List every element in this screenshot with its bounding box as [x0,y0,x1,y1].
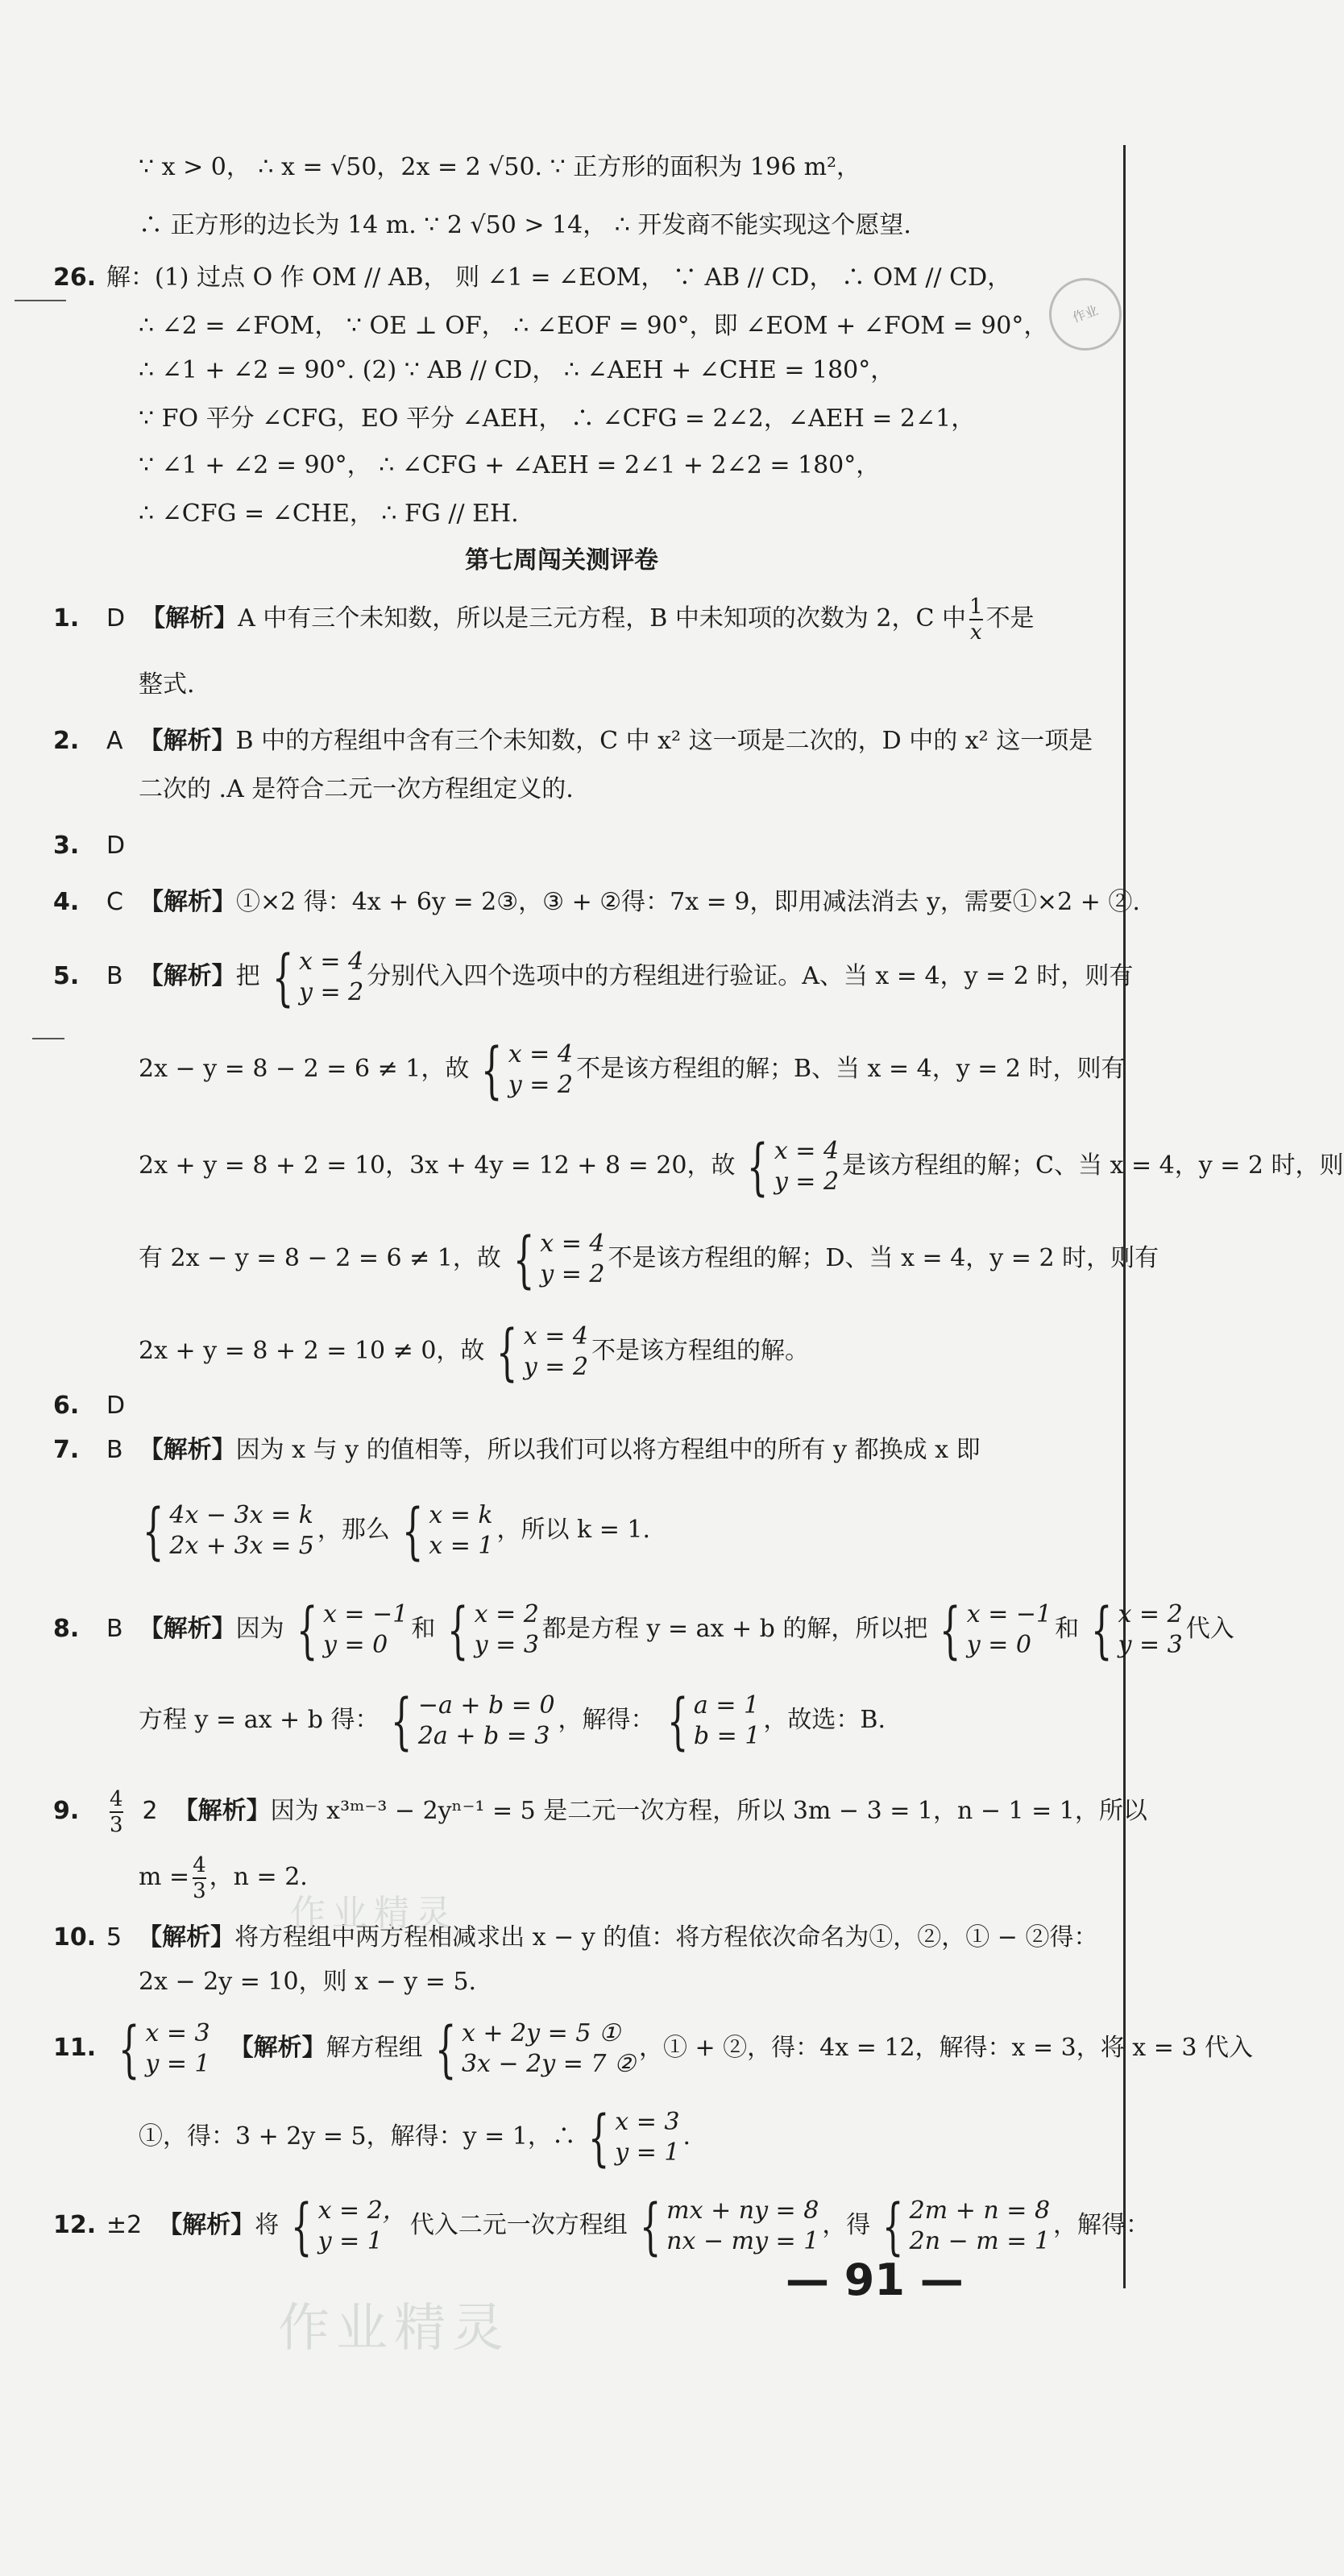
q7-line: 7. B 【解析】因为 x 与 y 的值相等，所以我们可以将方程组中的所有 y 都换成 x 即 [53,1434,981,1466]
q8-line: 8. B 【解析】因为 { x = −1 y = 0 和 { x = 2 y = 3 都是方程 y = ax + b 的解，所以把 { x = −1 y = 0 和 { x = 2 y = 3 代入 [53,1594,1234,1665]
margin-mark [15,300,66,301]
equation-system: { x = 2 y = 3 [1090,1594,1183,1665]
equation-system: { x = 2， y = 1 [291,2190,407,2262]
q3-line [53,830,141,862]
intro-line: ∴ 正方形的边长为 14 m. ∵ 2 √50 > 14， ∴ 开发商不能实现这个愿望. [139,211,911,239]
question-number: 8. [53,1615,80,1643]
equation-system: { x = 2 y = 3 [447,1594,539,1665]
answer: 5 [106,1923,122,1952]
page-number: — 91 — [786,2255,964,2305]
equation-system: { x = 4 y = 2 [481,1034,573,1105]
q26-line: 26. 解：(1) 过点 O 作 OM // AB， 则 ∠1 = ∠EOM， ∵ AB // CD， ∴ OM // CD， [53,262,1011,294]
question-number: 6. [53,1392,80,1420]
question-number: 26. [53,263,97,292]
q10-line: 10. 5 【解析】将方程组中两方程相减求出 x − y 的值：将方程依次命名为①，②，① − ②得： [53,1922,1097,1954]
answer: D [106,832,126,860]
q26-line: ∵ FO 平分 ∠CFG，EO 平分 ∠AEH， ∴ ∠CFG = 2∠2，∠AEH = 2∠1， [139,404,976,433]
answer-fraction: $\frac{4}{3}$ [110,1787,123,1837]
equation-system: { a = 1 b = 1 [666,1685,761,1757]
answer-system: { x = 3 y = 1 [587,2101,680,2173]
q26-line: ∴ ∠CFG = ∠CHE， ∴ FG // EH. [139,500,519,528]
equation-system: { 4x − 3x = k 2x + 3x = 5 [142,1495,314,1566]
q9-line: 9. $\frac{4}{3}$ 2 【解析】因为 x³ᵐ⁻³ − 2yⁿ⁻¹ = 5 是二元一次方程，所以 3m − 3 = 1，n − 1 = 1，所以 [53,1787,1147,1837]
question-number: 3. [53,832,80,860]
q2-line: 二次的 .A 是符合二元一次方程组定义的. [139,775,574,803]
q12-line: 12. ±2 【解析】将 { x = 2， y = 1 代入二元一次方程组 { mx + ny = 8 nx − my = 1 ，得 { 2m + n = 8 2n − m = 1 ，解得： [53,2190,1151,2262]
answer: ±2 [106,2211,143,2239]
intro-line: ∵ x > 0， ∴ x = √50，2x = 2 √50. ∵ 正方形的面积为 196 m²， [139,153,861,181]
q8-line: 方程 y = ax + b 得： { −a + b = 0 2a + b = 3 ，解得： { a = 1 b = 1 ，故选：B. [139,1685,886,1757]
question-number: 7. [53,1436,80,1464]
q26-line: ∵ ∠1 + ∠2 = 90°， ∴ ∠CFG + ∠AEH = 2∠1 + 2∠2 = 180°， [139,451,881,479]
q5-line: 2x + y = 8 + 2 = 10，3x + 4y = 12 + 8 = 20，故 { x = 4 y = 2 是该方程组的解；C、当 x = 4，y = 2 时，则 [139,1130,1344,1202]
equation-system: { x = −1 y = 0 [940,1594,1052,1665]
equation-system: { x = k x = 1 [401,1495,494,1566]
q10-line: 2x − 2y = 10，则 x − y = 5. [139,1968,477,1996]
q1-line: 整式. [139,670,195,699]
question-number: 5. [53,962,80,990]
answer: D [106,1392,126,1420]
q7-line: { 4x − 3x = k 2x + 3x = 5 ，那么 { x = k x = 1 ，所以 k = 1. [131,1500,650,1562]
question-number: 2. [53,727,80,755]
answer: C [106,888,123,916]
equation-system: { x = 4 y = 2 [496,1316,589,1388]
watermark: 作业精灵 [278,2299,510,2358]
equation-system: { x = 4 y = 2 [272,941,364,1013]
q5-line: 有 2x − y = 8 − 2 = 6 ≠ 1，故 { x = 4 y = 2 不是该方程组的解；D、当 x = 4，y = 2 时，则有 [139,1223,1159,1295]
question-number: 9. [53,1797,80,1825]
equation-system: { x + 2y = 5 ① 3x − 2y = 7 ② [434,2013,636,2084]
equation-system: { x = −1 y = 0 [296,1594,409,1665]
equation-system: { x = 4 y = 2 [512,1223,605,1295]
answer: A [106,727,123,755]
fraction: $\frac{4}{3}$ [193,1853,206,1903]
q11-line: ①，得：3 + 2y = 5，解得：y = 1，∴ { x = 3 y = 1 . [139,2101,691,2173]
q2-line: 2. A 【解析】B 中的方程组中含有三个未知数，C 中 x² 这一项是二次的，D 中的 x² 这一项是 [53,725,1093,757]
page-edge-line [1123,145,1126,2288]
q26-line: ∴ ∠2 = ∠FOM， ∵ OE ⊥ OF， ∴ ∠EOF = 90°，即 ∠EOM + ∠FOM = 90°， [139,312,1048,340]
answer-system: { x = 3 y = 1 [118,2013,210,2084]
q5-line: 2x + y = 8 + 2 = 10 ≠ 0，故 { x = 4 y = 2 不是该方程组的解。 [139,1316,810,1388]
margin-mark [32,1038,64,1039]
stamp-seal: 作业 [1039,268,1131,360]
q9-line: m = $\frac{4}{3}$ ，n = 2. [139,1853,308,1903]
question-number: 10. [53,1923,97,1952]
equation-system: { −a + b = 0 2a + b = 3 [391,1685,555,1757]
equation-system: { x = 4 y = 2 [747,1130,840,1202]
q1-line: 1. D 【解析】A 中有三个未知数，所以是三元方程，B 中未知项的次数为 2，C 中 $\frac{1}{x}$ 不是 [53,595,1035,645]
answer: 2 [142,1797,158,1825]
watermark: 作业精灵 [290,1893,458,1934]
q4-line: 4. C 【解析】①×2 得：4x + 6y = 2③，③ + ②得：7x = 9，即用减法消去 y，需要①×2 + ②. [53,886,1140,919]
q5-line: 5. B 【解析】把 { x = 4 y = 2 分别代入四个选项中的方程组进行验证。A、当 x = 4，y = 2 时，则有 [53,941,1134,1013]
answer: B [106,1436,123,1464]
q5-line: 2x − y = 8 − 2 = 6 ≠ 1，故 { x = 4 y = 2 不是该方程组的解；B、当 x = 4，y = 2 时，则有 [139,1034,1126,1105]
question-number: 12. [53,2211,97,2239]
answer: D [106,604,126,633]
q26-line: ∴ ∠1 + ∠2 = 90°. (2) ∵ AB // CD， ∴ ∠AEH + ∠CHE = 180°， [139,356,895,384]
q6-line [53,1390,141,1422]
q11-line: 11. { x = 3 y = 1 【解析】解方程组 { x + 2y = 5 ① 3x − 2y = 7 ② ，① + ②，得：4x = 12，解得：x = 3，将 x = 3 代入 [53,2013,1254,2084]
section-title: 第七周闯关测评卷 [465,546,658,575]
question-number: 4. [53,888,80,916]
fraction: $\frac{1}{x}$ [969,595,983,645]
equation-system: { 2m + n = 8 2n − m = 1 [882,2190,1051,2262]
answer: B [106,1615,123,1643]
answer: B [106,962,123,990]
equation-system: { mx + ny = 8 nx − my = 1 [639,2190,819,2262]
question-number: 11. [53,2034,97,2062]
question-number: 1. [53,604,80,633]
